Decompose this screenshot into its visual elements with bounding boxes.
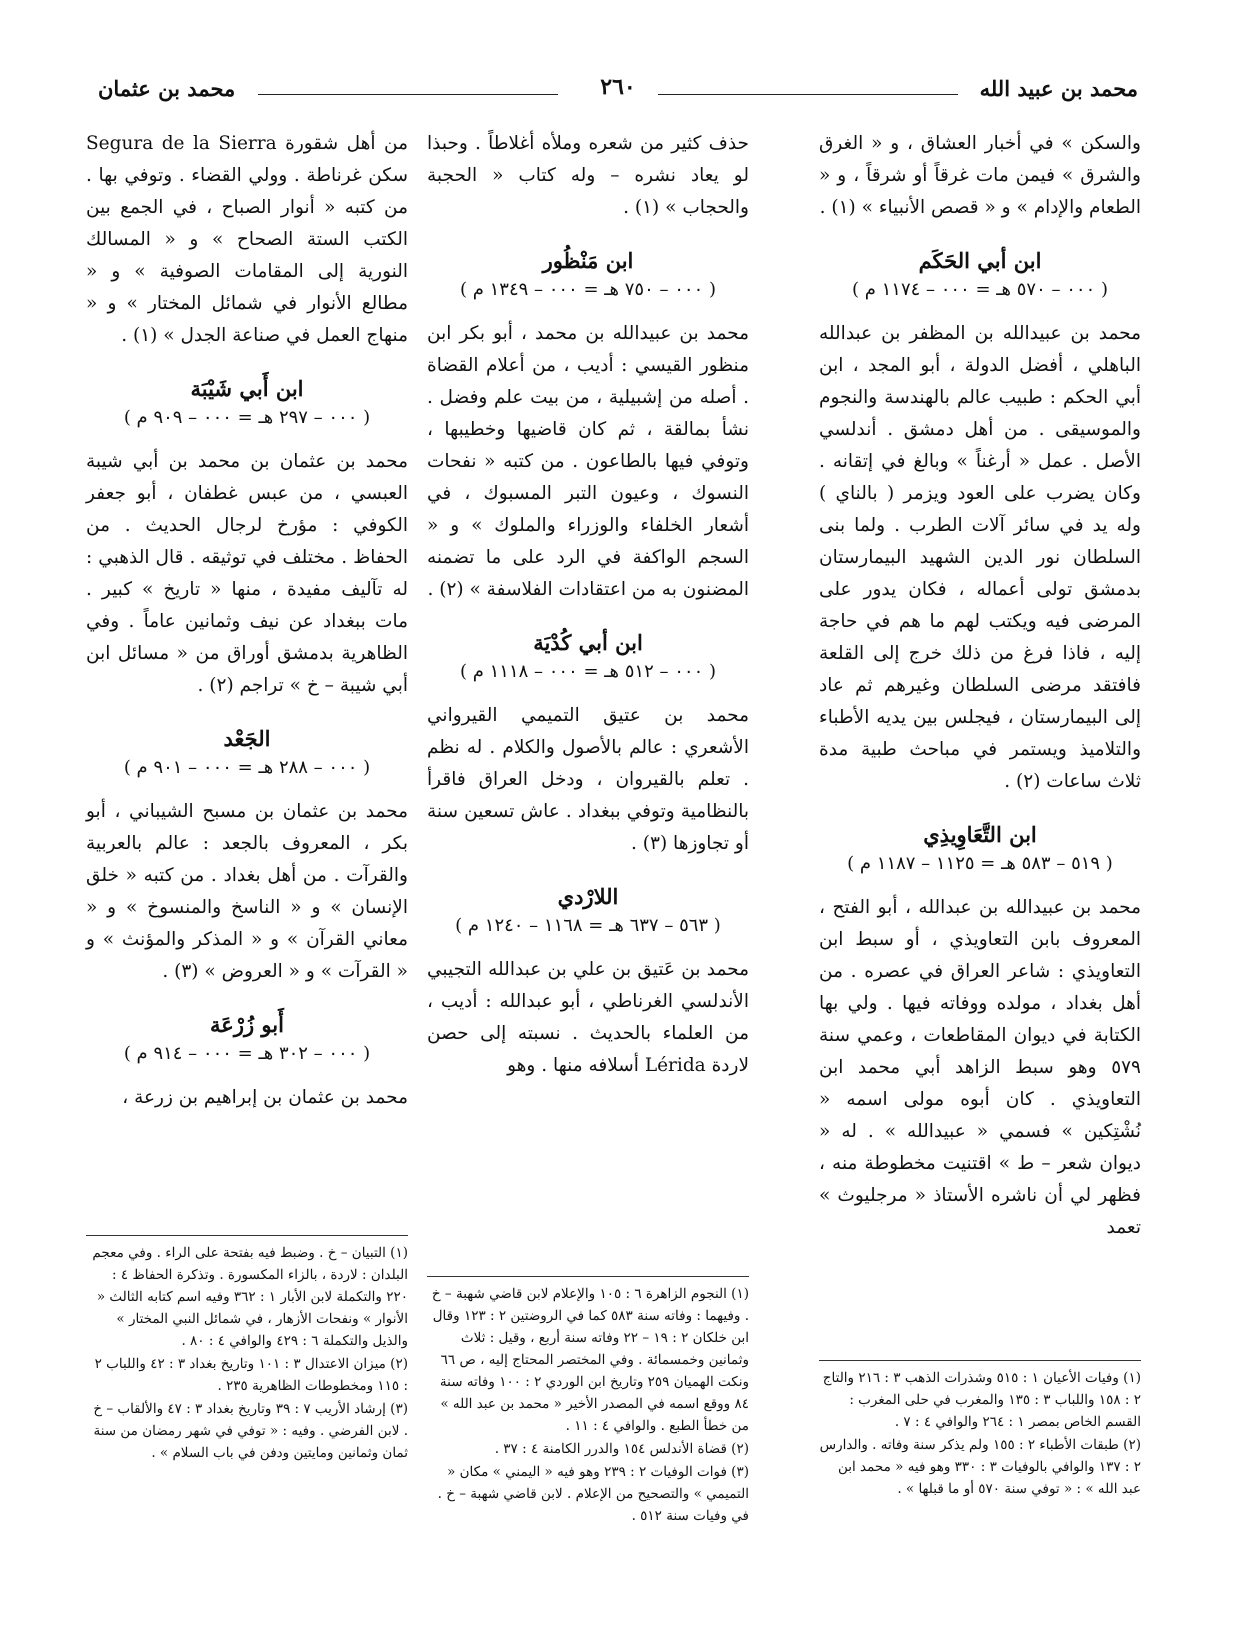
entry-text: محمد بن عثمان بن مسبح الشيباني ، أبو بكر ، المعروف بالجعد : عالم بالعربية والقرآت . من أهل بغداد . من كتبه « خلق الإنسان » و « الناسخ والمنسوخ » و « معاني القرآن » و « المذكر والمؤنث » و « القرآت » و « العروض » (٣) . [86,801,408,982]
entry-text: محمد بن عبيدالله بن المظفر بن عبدالله الباهلي ، أفضل الدولة ، أبو المجد ، ابن أبي الحكم : طبيب عالم بالهندسة والنجوم والموسيقى . من أهل دمشق . أندلسي الأصل . عمل « أرغناً » وبالغ في إتقانه . وكان يضرب على العود ويزمر ( بالناي ) وله يد في سائر آلات الطرب . ولما بنى السلطان نور الدين الشهيد البيمارستان بدمشق تولى أعماله ، فكان يدور على المرضى فيه ويكتب لهم ما هم في حاجة إليه ، فاذا فرغ من ذلك خرج إلى القلعة فافتقد مرضى السلطان وغيرهم ثم عاد إلى البيمارستان ، فيجلس بين يديه الأطباء والتلاميذ ويستمر في مباحث طبية مدة ثلاث ساعات (٢) . [819,323,1141,792]
footnote: (١) التبيان – خ . وضبط فيه بفتحة على الراء . وفي معجم البلدان : لاردة ، بالزاء المكسورة . وتذكرة الحفاظ ٤ : ٢٢٠ والتكملة لابن الأبار ١ : ٣٦٢ وفيه اسم كتابه الثالث « الأنوار » ونفحات الأزهار ، في شمائل النبي المختار » والذيل والتكملة ٦ : ٤٢٩ والوافي ٤ : ٨٠ . [92,1245,408,1349]
entry-dates: ( ٠٠٠ – ٢٨٨ هـ = ٠٠٠ – ٩٠١ م ) [123,757,371,778]
footnotes-middle [427,1276,749,1528]
column-continuation: والسكن » في أخبار العشاق ، و « الغرق والشرق » فيمن مات غرقاً أو شرقاً ، و « الطعام والإدام » و « قصص الأنبياء » (١) . [819,133,1141,218]
entry-text: محمد بن عَتيق بن علي بن عبدالله التجيبي الأندلسي الغرناطي ، أبو عبدالله : أديب ، من العلماء بالحديث . نسبته إلى حصن لاردة Lérida أسلافه منها . وهو [427,959,749,1076]
entry-dates: ( ٠٠٠ – ٧٥٠ هـ = ٠٠٠ – ١٣٤٩ م ) [459,279,716,300]
footnote: (١) النجوم الزاهرة ٦ : ١٠٥ والإعلام لابن قاضي شهبة – خ . وفيهما : وفاته سنة ٥٨٣ كما في الروضتين ٢ : ١٢٣ وقال ابن خلكان ٢ : ١٩ – ٢٢ وفاته سنة أربع ، وقيل : ثلاث وثمانين وخمسمائة . وفي المختصر المحتاج إليه ، ص ٦٦ ونكت الهميان ٢٥٩ وتاريخ ابن الوردي ٢ : ١٠٠ وفاته سنة ٨٤ ووقع اسمه في المصدر الأخير « محمد بن عبد الله » من خطأ الطبع . والوافي ٤ : ١١ . [431,1286,749,1434]
footnote: (٢) ميزان الاعتدال ٣ : ١٠١ وتاريخ بغداد ٣ : ٤٢ واللباب ٢ : ١١٥ ومخطوطات الظاهرية ٢٣٥ . [94,1356,408,1394]
column-left [86,128,408,1120]
page-number: ٢٦٠ [590,74,645,100]
entry-dates: ( ٠٠٠ – ٥١٢ هـ = ٠٠٠ – ١١١٨ م ) [459,661,716,682]
footnote: (٣) فوات الوفيات ٢ : ٢٣٩ وهو فيه « اليمني » مكان « التميمي » والتصحيح من الإعلام . لابن قاضي شهبة – خ . في وفيات سنة ٥١٢ . [437,1464,749,1524]
entry-text: محمد بن عثمان بن إبراهيم بن زرعة ، [122,1087,408,1108]
footnotes-right [819,1360,1141,1501]
entry-dates: ( ٠٠٠ – ٥٧٠ هـ = ٠٠٠ – ١١٧٤ م ) [851,279,1108,300]
header-rule-left [258,94,558,95]
footnote: (١) وفيات الأعيان ١ : ٥١٥ وشذرات الذهب ٣ : ٢١٦ والتاج ٢ : ١٥٨ واللباب ٣ : ١٣٥ والمغرب في حلى المغرب : القسم الخاص بمصر ١ : ٢٦٤ والوافي ٤ : ٧ . [822,1370,1141,1430]
entry-title: ابن مَنْظُور [542,248,634,273]
entry-dates: ( ٠٠٠ – ٢٩٧ هـ = ٠٠٠ – ٩٠٩ م ) [123,407,371,428]
column-middle [427,128,749,1088]
entry-text: محمد بن عثمان بن محمد بن أبي شيبة العبسي ، من عبس غطفان ، أبو جعفر الكوفي : مؤرخ لرجال الحديث . من الحفاظ . مختلف في توثيقه . قال الذهبي : له تآليف مفيدة ، منها « تاريخ » كبير . مات ببغداد عن نيف وثمانين عاماً . وفي الظاهرية بدمشق أوراق من « مسائل ابن أبي شيبة – خ » تراجم (٢) . [86,451,408,696]
entry-title: ابن أبي كُدْيَة [533,630,643,655]
entry-text: محمد بن عتيق التميمي القيرواني الأشعري : عالم بالأصول والكلام . له نظم . تعلم بالقيروان ، ودخل العراق فاقرأ بالنظامية وتوفي ببغداد . عاش تسعين سنة أو تجاوزها (٣) . [427,705,749,854]
column-continuation: حذف كثير من شعره وملأه أغلاطاً . وحبذا لو يعاد نشره – وله كتاب « الحجبة والحجاب » (١) . [427,133,749,218]
footnote: (٢) طبقات الأطباء ٢ : ١٥٥ ولم يذكر سنة وفاته . والدارس ٢ : ١٣٧ والوافي بالوفيات ٣ : ٣٣٠ وهو فيه « محمد ابن عبد الله » : « توفي سنة ٥٧٠ أو ما قبلها » . [819,1437,1141,1497]
running-header [98,72,1138,112]
entry-text: محمد بن عبيدالله بن عبدالله ، أبو الفتح ، المعروف بابن التعاويذي ، أو سبط ابن التعاويذي : شاعر العراق في عصره . من أهل بغداد ، مولده ووفاته فيها . ولي بها الكتابة في ديوان المقاطعات ، وعمي سنة ٥٧٩ وهو سبط الزاهد أبي محمد ابن التعاويذي . كان أبوه مولى اسمه « نُشْتِكين » فسمي « عبيدالله » . له « ديوان شعر – ط » اقتنيت مخطوطة منه ، فظهر لي أن ناشره الأستاذ « مرجليوث » تعمد [819,897,1141,1238]
footnote: (٢) قضاة الأندلس ١٥٤ والدرر الكامنة ٤ : ٣٧ . [494,1441,749,1457]
footnote: (٣) إرشاد الأريب ٧ : ٣٩ وتاريخ بغداد ٣ : ٤٧ والألقاب – خ . لابن الفرضي . وفيه : « توفي في شهر رمضان من سنة ثمان وثمانين ومايتين ودفن في باب السلام » . [93,1401,408,1461]
entry-text: محمد بن عبيدالله بن محمد ، أبو بكر ابن منظور القيسي : أديب ، من أعلام القضاة . أصله من إشبيلية ، من بيت علم وفضل . نشأ بمالقة ، ثم كان قاضيها وخطيبها ، وتوفي فيها بالطاعون . من كتبه « نفحات النسوك ، وعيون التبر المسبوك ، في أشعار الخلفاء والوزراء والملوك » و « السجم الواكفة في الرد على ما تضمنه المضنون به من اعتقادات الفلاسفة » (٢) . [427,323,749,600]
column-continuation: من أهل شقورة Segura de la Sierra سكن غرناطة . وولي القضاء . وتوفي بها . من كتبه « أنوار الصباح ، في الجمع بين الكتب الستة الصحاح » و « المسالك النورية إلى المقامات الصوفية » و « مطالع الأنوار في شمائل المختار » و « منهاج العمل في صناعة الجدل » (١) . [86,133,408,346]
entry-title: الجَعْد [223,726,271,751]
column-right [819,128,1141,1250]
entry-title: ابن أَبي شَيْبَة [190,376,304,401]
entry-title: أَبو زُرْعَة [210,1012,284,1037]
entry-title: ابن التَّعَاوِيذِي [923,822,1037,847]
entry-title: ابن أبي الحَكَم [918,248,1042,273]
entry-dates: ( ٥٦٣ – ٦٣٧ هـ = ١١٦٨ – ١٢٤٠ م ) [455,915,721,936]
header-left-title: محمد بن عثمان [98,76,236,101]
entry-title: اللارْدي [557,884,619,909]
footnotes-left [86,1235,408,1465]
header-rule-right [658,94,958,95]
entry-dates: ( ٥١٩ – ٥٨٣ هـ = ١١٢٥ – ١١٨٧ م ) [847,853,1113,874]
entry-dates: ( ٠٠٠ – ٣٠٢ هـ = ٠٠٠ – ٩١٤ م ) [123,1043,371,1064]
header-right-title: محمد بن عبيد الله [979,76,1138,101]
